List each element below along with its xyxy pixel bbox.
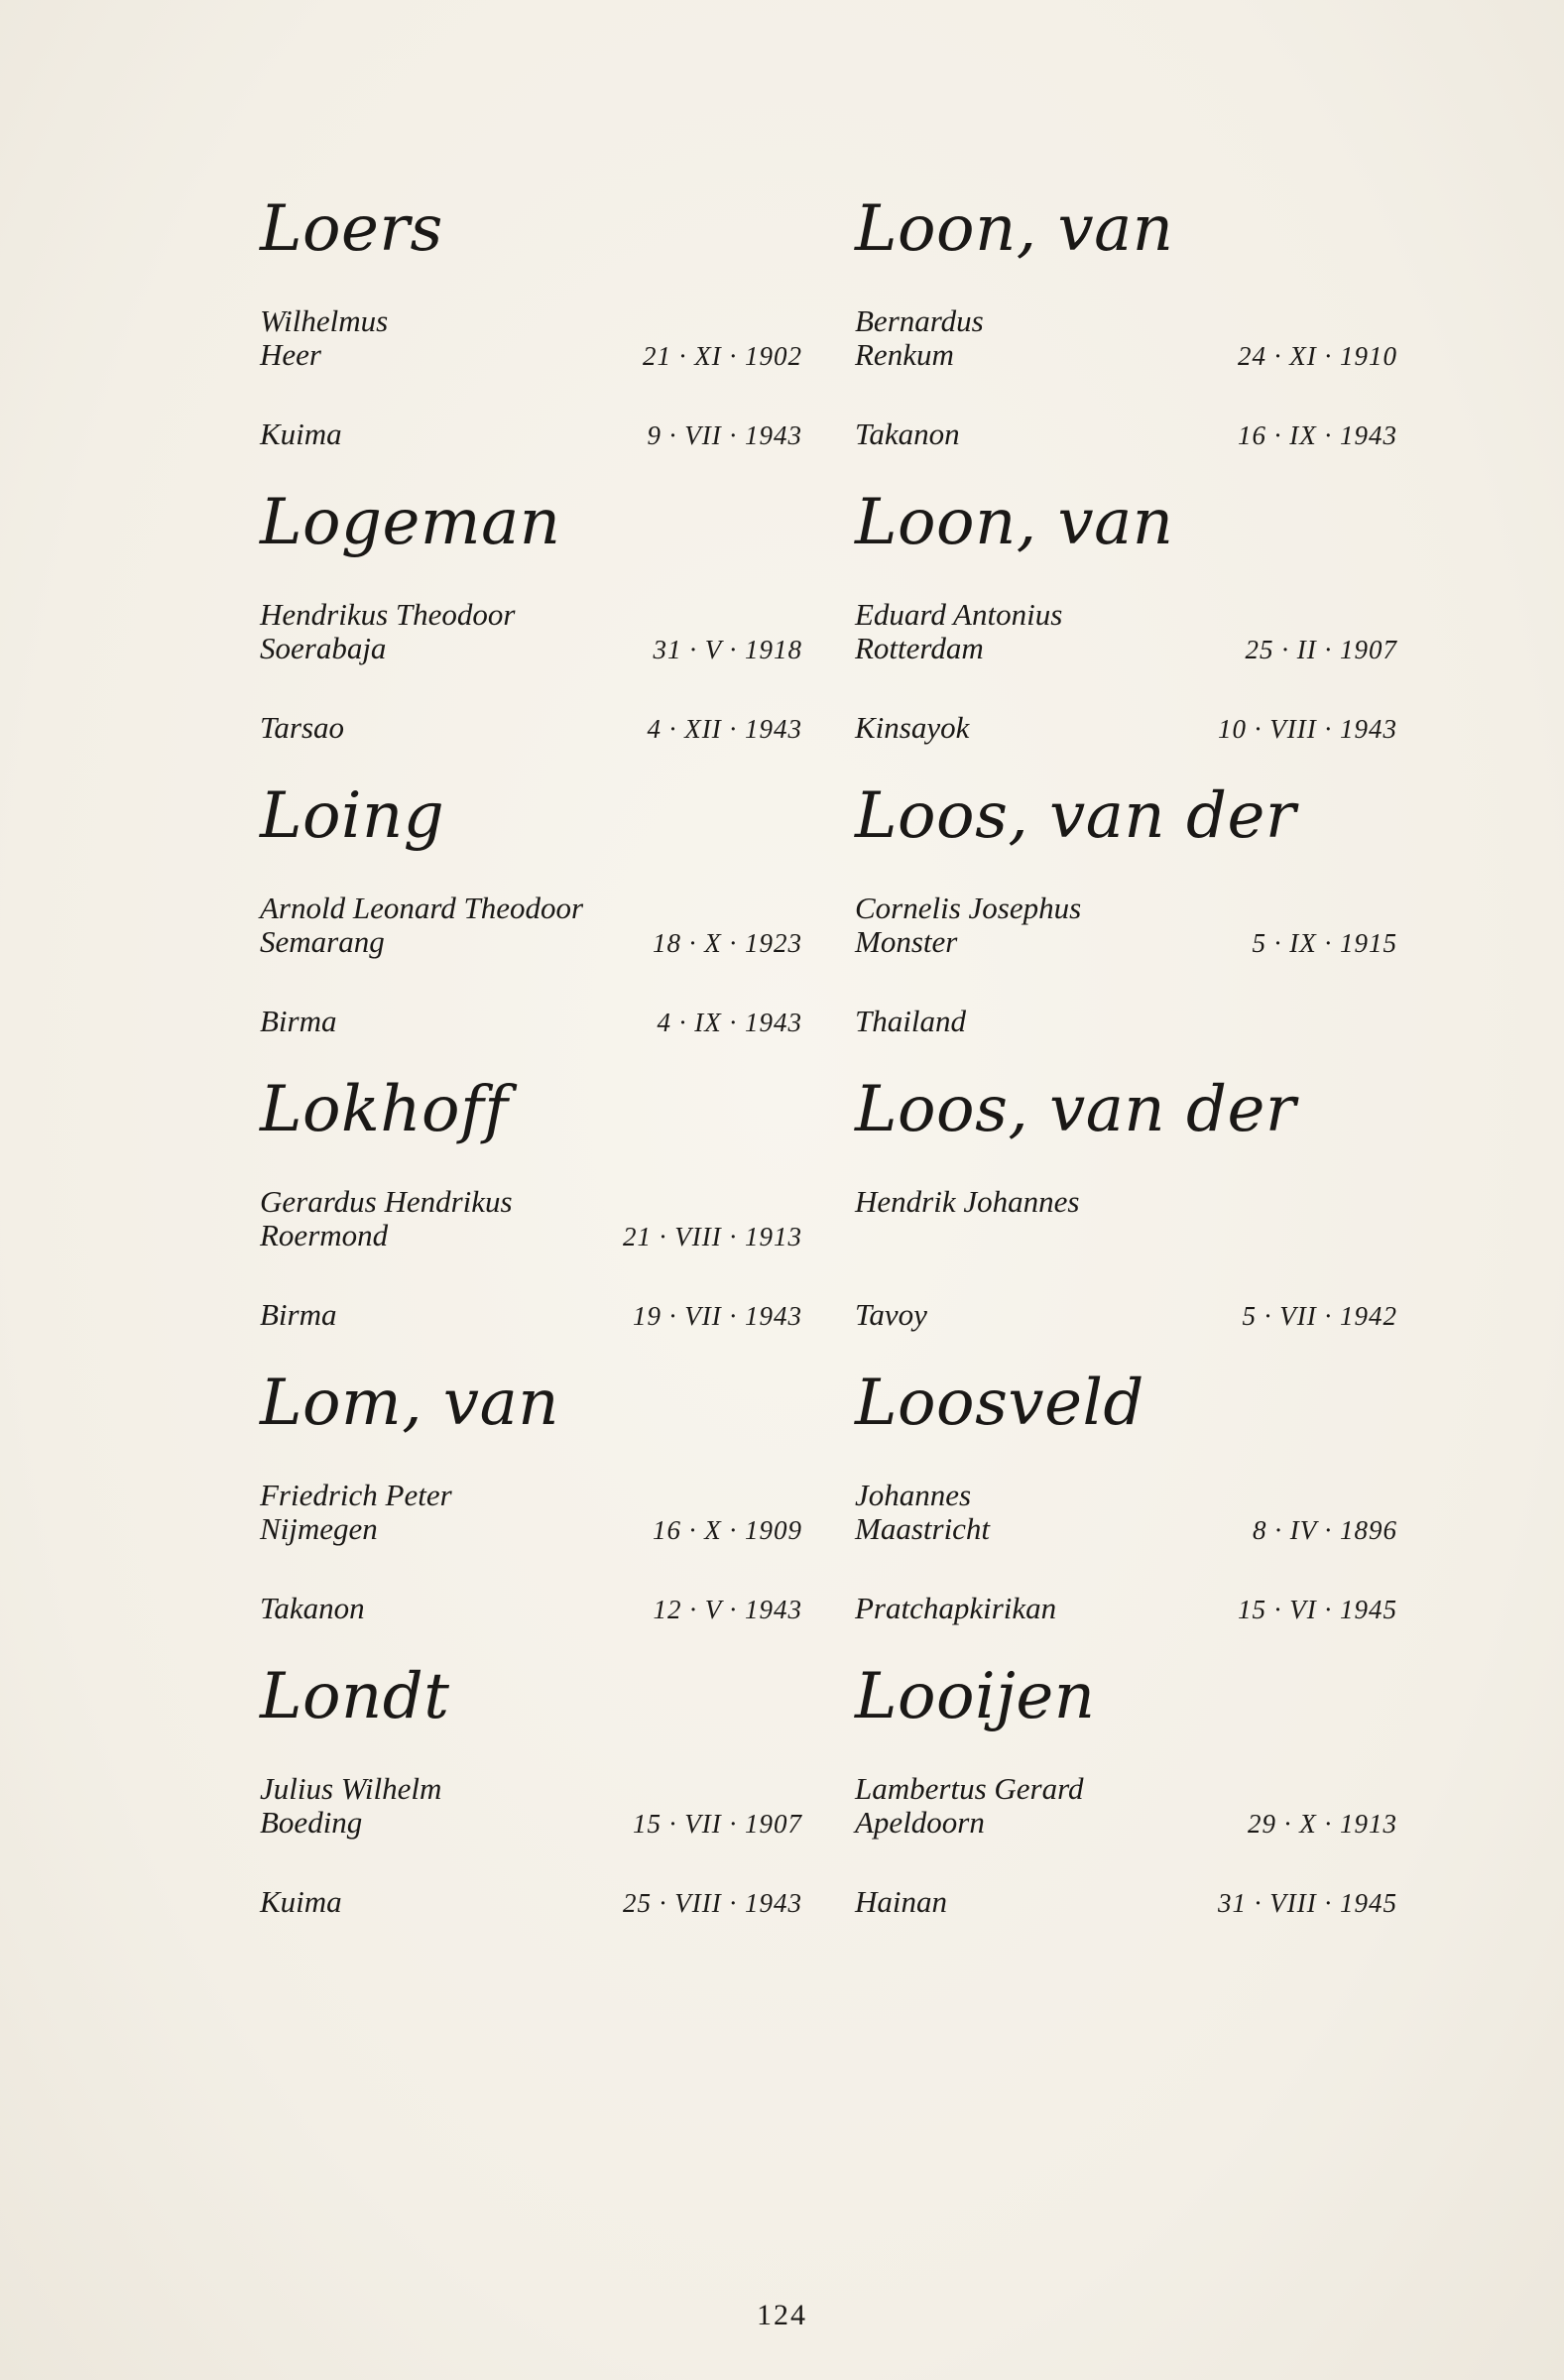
given-names: Friedrich Peter <box>260 1478 452 1512</box>
entry <box>260 1074 810 1368</box>
birth-line <box>260 1512 810 1546</box>
death-place: Kuima <box>260 416 342 451</box>
birthplace: Renkum <box>855 337 954 372</box>
death-place: Tavoy <box>855 1297 927 1332</box>
surname: Loon, van <box>855 486 1174 559</box>
surname: Loos, van der <box>855 779 1296 853</box>
entry <box>855 1368 1405 1661</box>
birth-date: 21 · XI · 1902 <box>643 341 802 371</box>
death-date: 16 · IX · 1943 <box>1238 420 1397 450</box>
death-place: Pratchapkirikan <box>855 1591 1057 1625</box>
birth-line <box>855 1806 1405 1840</box>
death-line <box>855 1885 1405 1919</box>
birth-line <box>855 1219 1405 1252</box>
surname: Lom, van <box>260 1367 559 1440</box>
birth-line <box>260 338 810 372</box>
given-names-line <box>260 892 810 925</box>
birthplace: Monster <box>855 924 958 959</box>
surname: Looijen <box>855 1660 1096 1733</box>
given-names: Gerardus Hendrikus <box>260 1184 513 1219</box>
death-place: Kuima <box>260 1884 342 1919</box>
given-names-line <box>260 598 810 632</box>
given-names: Arnold Leonard Theodoor <box>260 891 584 925</box>
death-line <box>260 1005 810 1038</box>
death-place: Hainan <box>855 1884 947 1919</box>
entry <box>855 1074 1405 1368</box>
death-line <box>855 1298 1405 1332</box>
birthplace: Heer <box>260 337 321 372</box>
birth-date: 15 · VII · 1907 <box>633 1809 802 1839</box>
birth-line <box>260 1806 810 1840</box>
surname: Lokhoff <box>260 1073 509 1146</box>
entry <box>260 193 810 487</box>
entry <box>260 780 810 1074</box>
given-names: Cornelis Josephus <box>855 891 1082 925</box>
surname: Londt <box>260 1660 450 1733</box>
entry <box>260 1368 810 1661</box>
birthplace: Semarang <box>260 924 385 959</box>
page-number: 124 <box>757 2299 807 2331</box>
given-names: Hendrikus Theodoor <box>260 597 516 632</box>
given-names-line <box>855 1185 1405 1219</box>
death-date: 9 · VII · 1943 <box>647 420 802 450</box>
death-line <box>260 711 810 745</box>
death-date: 15 · VI · 1945 <box>1238 1595 1397 1624</box>
birthplace: Rotterdam <box>855 631 984 665</box>
birthplace: Maastricht <box>855 1511 991 1546</box>
death-date: 4 · IX · 1943 <box>657 1008 802 1037</box>
given-names: Hendrik Johannes <box>855 1184 1080 1219</box>
surname: Loers <box>260 192 443 266</box>
entry <box>855 1661 1405 1955</box>
birth-line <box>855 338 1405 372</box>
death-date: 4 · XII · 1943 <box>647 714 802 744</box>
given-names: Johannes <box>855 1478 972 1512</box>
death-line <box>260 1298 810 1332</box>
given-names-line <box>855 304 1405 338</box>
left-column <box>260 193 810 1955</box>
given-names: Lambertus Gerard <box>855 1771 1084 1806</box>
death-date: 25 · VIII · 1943 <box>623 1888 802 1918</box>
given-names-line <box>855 1772 1405 1806</box>
birth-date: 25 · II · 1907 <box>1245 635 1397 664</box>
given-names: Eduard Antonius <box>855 597 1063 632</box>
given-names-line <box>855 892 1405 925</box>
birthplace: Nijmegen <box>260 1511 378 1546</box>
death-line <box>260 1885 810 1919</box>
birth-date: 24 · XI · 1910 <box>1238 341 1397 371</box>
entry <box>855 780 1405 1074</box>
death-place: Takanon <box>260 1591 365 1625</box>
death-place: Thailand <box>855 1004 966 1038</box>
death-place: Birma <box>260 1004 337 1038</box>
death-place: Takanon <box>855 416 960 451</box>
right-column <box>855 193 1405 1955</box>
death-line <box>855 1592 1405 1625</box>
entry <box>260 487 810 780</box>
birth-line <box>260 632 810 665</box>
given-names-line <box>260 1772 810 1806</box>
birth-date: 8 · IV · 1896 <box>1253 1515 1397 1545</box>
death-line <box>855 711 1405 745</box>
birth-line <box>260 925 810 959</box>
death-date: 5 · VII · 1942 <box>1242 1301 1397 1331</box>
birth-date: 5 · IX · 1915 <box>1252 928 1397 958</box>
death-line <box>260 417 810 451</box>
entry <box>855 487 1405 780</box>
death-line <box>855 417 1405 451</box>
birthplace: Apeldoorn <box>855 1805 985 1840</box>
surname: Loon, van <box>855 192 1174 266</box>
surname: Loos, van der <box>855 1073 1296 1146</box>
given-names: Wilhelmus <box>260 303 389 338</box>
death-date: 19 · VII · 1943 <box>633 1301 802 1331</box>
birth-date: 18 · X · 1923 <box>653 928 802 958</box>
surname: Loing <box>260 779 445 853</box>
given-names: Bernardus <box>855 303 984 338</box>
death-date: 12 · V · 1943 <box>653 1595 802 1624</box>
birth-date: 21 · VIII · 1913 <box>623 1222 802 1251</box>
birth-line <box>260 1219 810 1252</box>
birth-line <box>855 1512 1405 1546</box>
death-line <box>260 1592 810 1625</box>
death-date: 31 · VIII · 1945 <box>1218 1888 1397 1918</box>
given-names-line <box>260 1479 810 1512</box>
death-place: Kinsayok <box>855 710 970 745</box>
given-names-line <box>855 598 1405 632</box>
birthplace: Boeding <box>260 1805 363 1840</box>
birthplace: Soerabaja <box>260 631 387 665</box>
given-names-line <box>260 304 810 338</box>
given-names-line <box>260 1185 810 1219</box>
surname: Logeman <box>260 486 561 559</box>
death-date: 10 · VIII · 1943 <box>1218 714 1397 744</box>
birth-date: 29 · X · 1913 <box>1248 1809 1397 1839</box>
birth-date: 31 · V · 1918 <box>653 635 802 664</box>
birth-date: 16 · X · 1909 <box>653 1515 802 1545</box>
death-place: Birma <box>260 1297 337 1332</box>
birth-line <box>855 925 1405 959</box>
entry <box>260 1661 810 1955</box>
given-names-line <box>855 1479 1405 1512</box>
birthplace: Roermond <box>260 1218 389 1252</box>
death-place: Tarsao <box>260 710 345 745</box>
death-line <box>855 1005 1405 1038</box>
given-names: Julius Wilhelm <box>260 1771 442 1806</box>
birth-line <box>855 632 1405 665</box>
entry <box>855 193 1405 487</box>
surname: Loosveld <box>855 1367 1144 1440</box>
